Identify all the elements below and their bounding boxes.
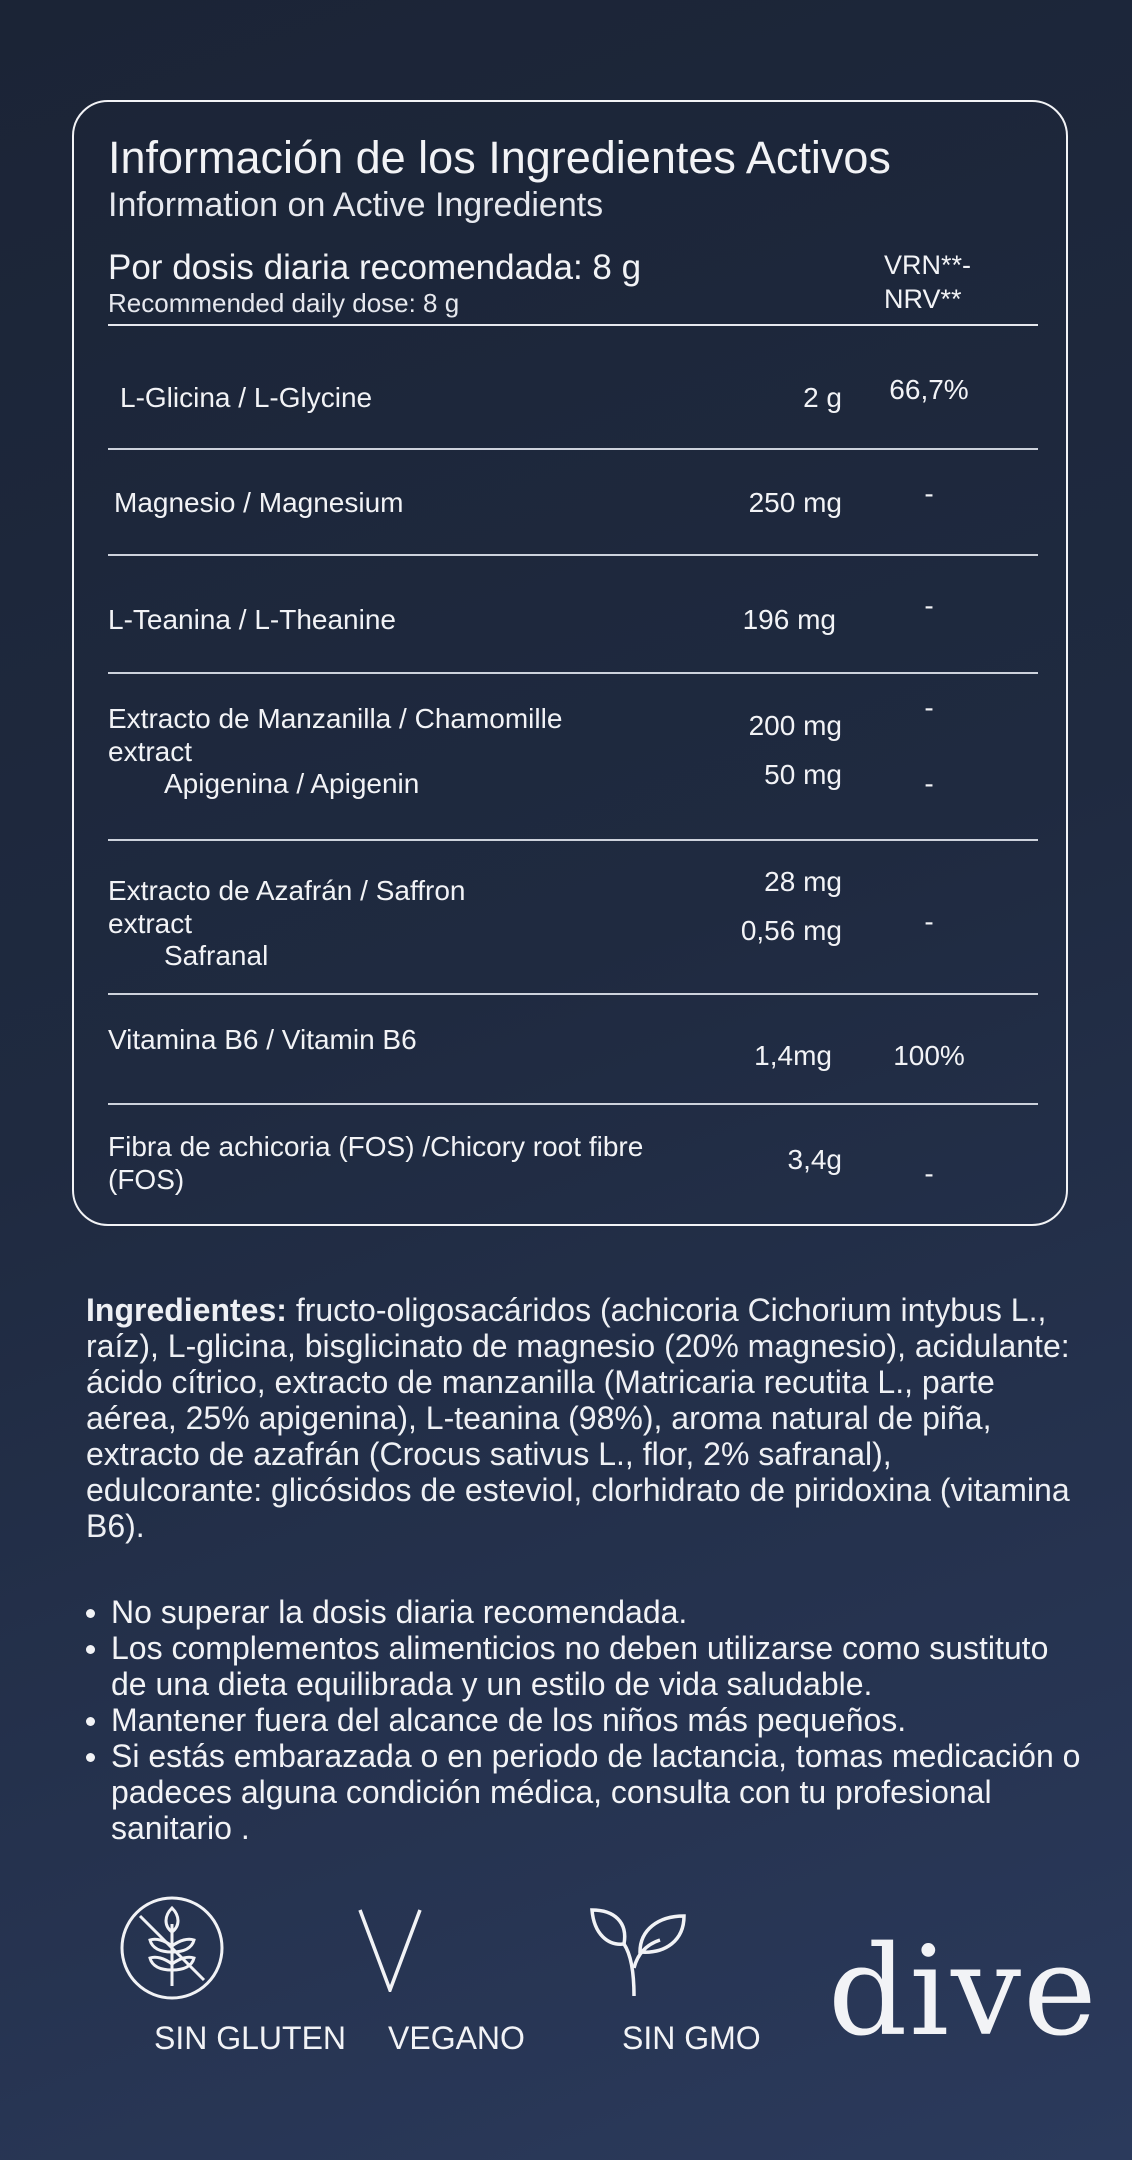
row-sub-amount: 0,56 mg	[740, 915, 842, 946]
row-amount: 2 g	[803, 382, 842, 413]
row-amount: 1,4mg	[754, 1040, 832, 1071]
ingredients-text: fructo-oligosacáridos (achicoria Cichorium intybus L., raíz), L-glicina, bisglicinato de magnesio (20% magnesio), acidulante: ácido cítrico, extracto de manzanilla (Matricaria recutita L., parte aérea, 25% apigenina), L-teanina (98%), aroma natural de piña, extracto de azafrán (Crocus sativus L., flor, 2% safranal), edulcorante: glicósidos de esteviol, clorhidrato de piridoxina (vitamina B6).	[86, 1292, 1070, 1544]
row-name: Fibra de achicoria (FOS) /Chicory root fibre (FOS)	[108, 1131, 644, 1195]
warning-item: Los complementos alimenticios no deben utilizarse como sustituto de una dieta equilibrada y un estilo de vida saludable.	[86, 1630, 1086, 1702]
daily-dose-en: Recommended daily dose: 8 g	[108, 288, 460, 318]
row-vrn: -	[924, 478, 934, 509]
row-vrn: -	[924, 692, 934, 723]
sprout-icon	[588, 1906, 688, 1998]
row-vrn: 66,7%	[889, 374, 969, 405]
row-name: Extracto de Azafrán / Saffron extract	[108, 875, 466, 939]
row-amount: 250 mg	[748, 487, 842, 518]
vrn-header: VRN**- NRV**	[884, 250, 972, 314]
row-name: L-Glicina / L-Glycine	[120, 382, 373, 413]
row-divider	[108, 839, 1038, 841]
row-divider	[108, 554, 1038, 556]
warning-item: Si estás embarazada o en periodo de lactancia, tomas medicación o padeces alguna condición médica, consulta con tu profesional sanitario .	[86, 1738, 1086, 1846]
row-name: Vitamina B6 / Vitamin B6	[108, 1024, 417, 1055]
warning-item: No superar la dosis diaria recomendada.	[86, 1594, 1086, 1630]
row-divider	[108, 448, 1038, 450]
active-ingredients-card	[72, 100, 1068, 1226]
row-vrn: 100%	[893, 1040, 965, 1071]
gluten-free-icon	[118, 1894, 226, 2002]
card-title: Información de los Ingredientes Activos	[108, 132, 891, 183]
ingredients-label: Ingredientes:	[86, 1292, 287, 1328]
warnings-list	[86, 1594, 1086, 1846]
badge-label: VEGANO	[388, 2020, 525, 2056]
row-amount: 200 mg	[748, 710, 842, 741]
header-divider	[108, 324, 1038, 326]
row-divider	[108, 993, 1038, 995]
badge-label: SIN GLUTEN	[154, 2020, 347, 2056]
row-sub-name: Safranal	[164, 940, 269, 971]
row-sub-name: Apigenina / Apigenin	[164, 768, 420, 799]
row-name: Extracto de Manzanilla / Chamomille extract	[108, 703, 563, 767]
row-sub-vrn: -	[924, 768, 934, 799]
warning-item: Mantener fuera del alcance de los niños más pequeños.	[86, 1702, 1086, 1738]
badge-label: SIN GMO	[622, 2020, 761, 2056]
row-name: L-Teanina / L-Theanine	[108, 604, 396, 635]
row-amount: 28 mg	[764, 866, 842, 897]
row-amount: 196 mg	[742, 604, 836, 635]
daily-dose-es: Por dosis diaria recomendada: 8 g	[108, 248, 642, 287]
row-divider	[108, 1103, 1038, 1105]
row-vrn: -	[924, 906, 934, 937]
row-amount: 3,4g	[787, 1144, 842, 1175]
vegan-v-icon	[356, 1908, 424, 1992]
row-vrn: -	[924, 590, 934, 621]
row-sub-amount: 50 mg	[764, 759, 842, 790]
card-subtitle: Information on Active Ingredients	[108, 186, 604, 224]
row-divider	[108, 672, 1038, 674]
row-name: Magnesio / Magnesium	[114, 487, 404, 518]
brand-logo: dive	[828, 1920, 1099, 2064]
row-vrn: -	[924, 1158, 934, 1189]
ingredients-paragraph	[86, 1292, 1076, 1544]
